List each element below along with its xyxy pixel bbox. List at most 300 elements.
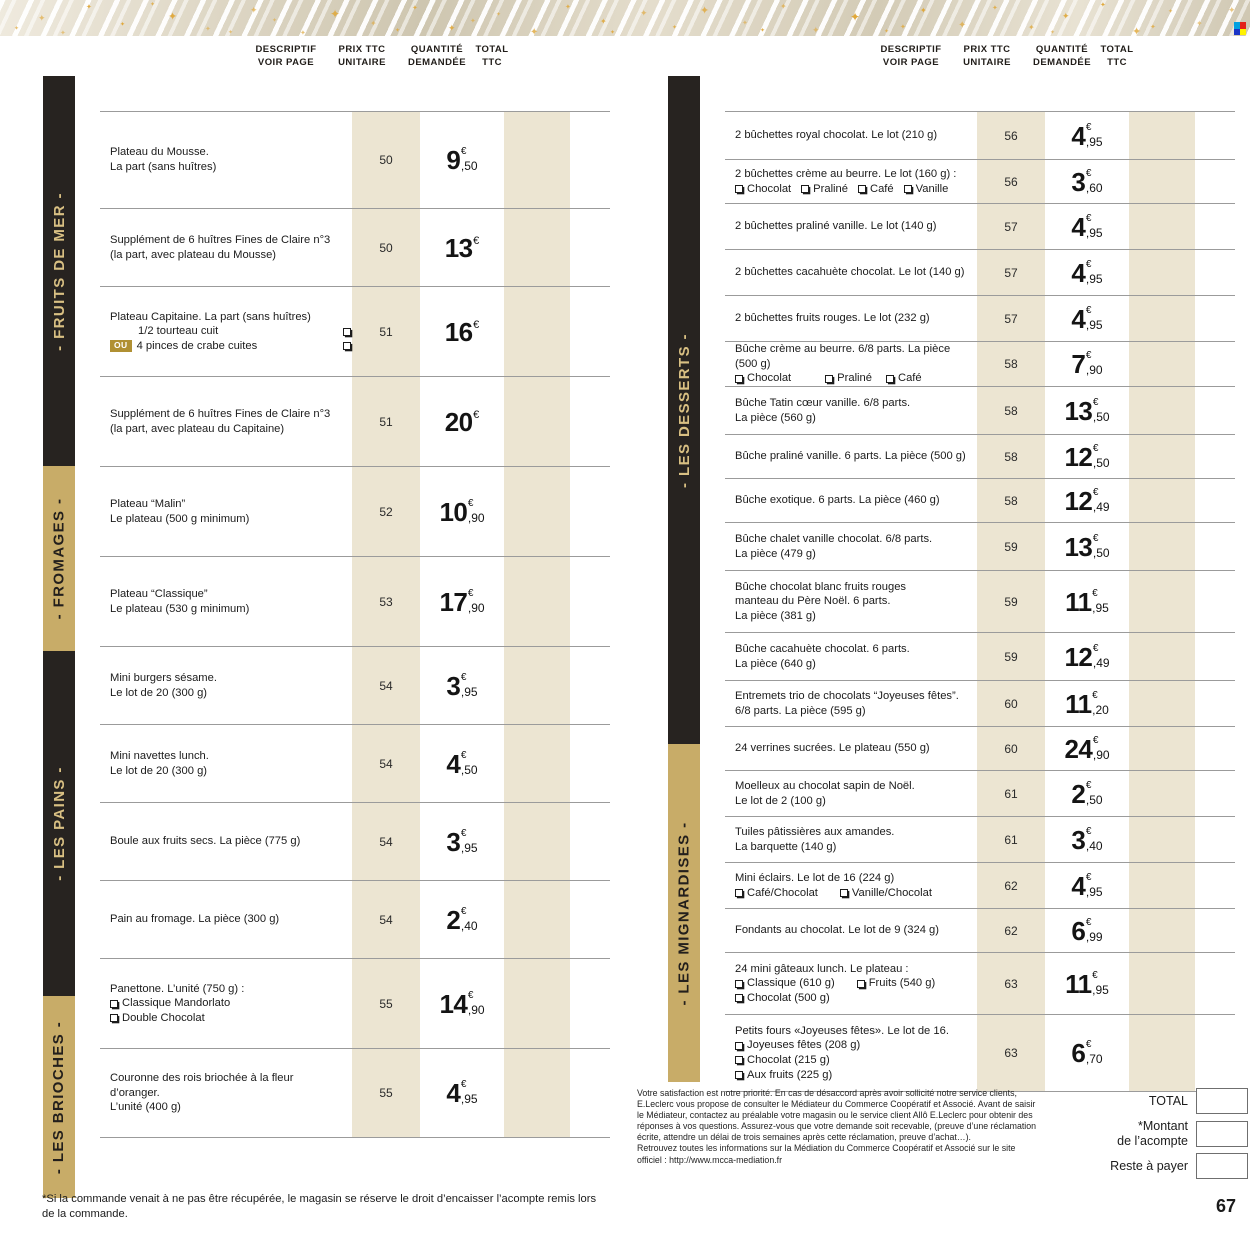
unit-price-cell <box>420 725 504 802</box>
euro-icon: € <box>467 989 474 1001</box>
quantity-input-cell[interactable] <box>504 1049 570 1137</box>
price-integer: 2 <box>446 904 461 935</box>
description-line: Plateau “Malin” <box>110 497 186 510</box>
description-line: Le lot de 20 (300 g) <box>110 686 208 699</box>
sparkle-icon: ✦ <box>700 5 710 17</box>
total-input-cell[interactable] <box>570 112 610 208</box>
quantity-input-cell[interactable] <box>504 647 570 724</box>
total-input-cell[interactable] <box>1195 296 1235 341</box>
table-row <box>725 908 1235 952</box>
total-input-cell[interactable] <box>570 1049 610 1137</box>
description-line: La pièce (479 g) <box>735 547 816 560</box>
checkbox-option[interactable] <box>857 976 936 991</box>
quantity-input-cell[interactable] <box>1129 160 1195 203</box>
price-value <box>439 496 485 527</box>
description-line: La pièce (640 g) <box>735 657 816 670</box>
product-description <box>110 112 345 208</box>
price-decimals: ,90 <box>1085 363 1103 377</box>
price-decimals: ,95 <box>1092 982 1109 997</box>
description-line: Le lot de 20 (300 g) <box>110 764 208 777</box>
description-line: manteau du Père Noël. 6 parts. <box>735 595 891 608</box>
product-description <box>735 909 970 952</box>
page-reference: 60 <box>1004 741 1018 756</box>
table-row <box>725 478 1235 522</box>
total-input-cell[interactable] <box>1195 342 1235 386</box>
total-input-cell[interactable] <box>570 557 610 646</box>
sparkle-icon: ✦ <box>1132 26 1142 36</box>
page-reference: 61 <box>1004 786 1018 801</box>
unit-price-cell <box>1045 204 1129 249</box>
sparkle-icon: ✦ <box>920 6 927 15</box>
checkbox[interactable] <box>735 185 743 193</box>
description-line: Plateau “Classique” <box>110 587 208 600</box>
quantity-input-cell[interactable] <box>1129 681 1195 726</box>
description-line: Fondants au chocolat. Le lot de 9 (324 g) <box>735 924 939 937</box>
option-label: Chocolat <box>747 372 792 385</box>
sparkle-icon: ✦ <box>992 5 998 12</box>
price-value <box>1071 778 1103 809</box>
euro-icon: € <box>473 408 480 421</box>
price-integer: 12 <box>1064 441 1093 472</box>
quantity-input-cell[interactable] <box>504 209 570 286</box>
checkbox-option[interactable] <box>840 886 932 901</box>
checkbox-option[interactable] <box>735 1068 832 1083</box>
price-value <box>1071 120 1103 151</box>
unit-price-cell <box>420 557 504 646</box>
total-input-cell[interactable] <box>1195 953 1235 1014</box>
total-input-cell[interactable] <box>1195 479 1235 522</box>
price-value <box>1071 1040 1102 1066</box>
price-decimals: ,95 <box>1085 884 1103 899</box>
description-line: Bûche Tatin cœur vanille. 6/8 parts. <box>735 396 911 409</box>
price-integer: 12 <box>1064 485 1093 516</box>
checkbox-option[interactable] <box>904 182 949 197</box>
sparkle-icon: ✦ <box>530 27 539 36</box>
quantity-input-cell[interactable] <box>504 881 570 958</box>
product-description <box>735 204 970 249</box>
price-decimals: ,49 <box>1092 655 1110 670</box>
page-reference: 57 <box>1004 265 1018 280</box>
checkbox-option[interactable] <box>858 182 894 197</box>
quantity-input-cell[interactable] <box>1129 112 1195 159</box>
price-decimals: ,95 <box>460 1092 478 1106</box>
price-value <box>1071 915 1103 946</box>
description-line: La barquette (140 g) <box>735 840 837 853</box>
unit-price-cell <box>420 287 504 376</box>
unit-price-cell <box>420 377 504 466</box>
price-value <box>439 988 485 1019</box>
price-integer: 4 <box>1071 870 1086 901</box>
total-input-cell[interactable] <box>570 467 610 556</box>
total-input-cell[interactable] <box>570 803 610 880</box>
price-decimals: ,50 <box>1085 792 1103 807</box>
price-decimals: ,50 <box>460 159 478 173</box>
header-total: TOTAL TTC <box>475 44 509 68</box>
checkbox-option[interactable] <box>825 371 872 386</box>
option-row <box>735 991 970 1006</box>
sparkle-icon: ✦ <box>760 28 766 34</box>
quantity-input-cell[interactable] <box>504 112 570 208</box>
quantity-input-cell[interactable] <box>504 377 570 466</box>
total-input-cell[interactable] <box>570 287 610 376</box>
checkbox[interactable] <box>735 1042 743 1050</box>
price-decimals: ,95 <box>460 840 478 855</box>
total-input-cell[interactable] <box>1195 250 1235 295</box>
checkbox-option[interactable] <box>886 371 922 386</box>
product-description <box>735 863 970 908</box>
table-row <box>100 466 610 556</box>
quantity-input-cell[interactable] <box>1129 571 1195 632</box>
price-integer: 4 <box>1071 303 1086 334</box>
euro-icon: € <box>1085 167 1092 179</box>
table-row <box>725 249 1235 295</box>
sparkle-icon: ✦ <box>1100 2 1106 9</box>
euro-icon: € <box>1085 212 1092 224</box>
product-description <box>110 959 345 1048</box>
quantity-input-cell[interactable] <box>1129 523 1195 570</box>
checkbox[interactable] <box>857 980 865 988</box>
price-value <box>1065 586 1109 617</box>
table-row <box>100 556 610 646</box>
price-integer: 13 <box>444 232 473 263</box>
table-row <box>725 386 1235 434</box>
header-quantite: QUANTITÉ DEMANDÉE <box>1033 44 1091 68</box>
total-input-cell[interactable] <box>1195 387 1235 434</box>
total-input-cell[interactable] <box>570 881 610 958</box>
checkbox[interactable] <box>735 1071 743 1079</box>
quantity-input-cell[interactable] <box>1129 296 1195 341</box>
page-reference: 59 <box>1004 539 1018 554</box>
product-description <box>735 771 970 816</box>
price-integer: 9 <box>446 145 461 175</box>
unit-price-cell <box>1045 435 1129 478</box>
description-line: (la part, avec plateau du Mousse) <box>110 248 277 261</box>
price-integer: 6 <box>1071 1038 1086 1068</box>
price-value <box>1071 303 1103 334</box>
product-description <box>735 296 970 341</box>
quantity-input-cell[interactable] <box>504 959 570 1048</box>
price-integer: 4 <box>1071 211 1086 242</box>
description-line: Moelleux au chocolat sapin de Noël. <box>735 779 915 792</box>
table-row <box>725 632 1235 680</box>
checkbox-option[interactable] <box>801 182 848 197</box>
total-input-cell[interactable] <box>570 959 610 1048</box>
option-label: Chocolat <box>747 182 792 195</box>
ou-badge: OU <box>110 340 132 352</box>
price-value <box>446 826 478 857</box>
checkbox[interactable] <box>858 185 866 193</box>
euro-icon: € <box>460 749 467 761</box>
quantity-input-cell[interactable] <box>1129 953 1195 1014</box>
page-number: 67 <box>1215 1196 1236 1216</box>
checkbox[interactable] <box>886 375 894 383</box>
price-value <box>1064 485 1110 516</box>
quantity-input-cell[interactable] <box>1129 863 1195 908</box>
unit-price-cell <box>1045 727 1129 770</box>
page-reference: 63 <box>1004 976 1018 991</box>
total-input-cell[interactable] <box>1195 909 1235 952</box>
price-integer: 14 <box>439 988 468 1019</box>
description-line: Le lot de 2 (100 g) <box>735 794 826 807</box>
checkbox[interactable] <box>343 328 351 336</box>
total-input-cell[interactable] <box>1195 633 1235 680</box>
checkbox[interactable] <box>840 889 848 897</box>
unit-price-cell <box>1045 160 1129 203</box>
sparkle-icon: ✦ <box>60 30 66 36</box>
option-label: Vanille/Chocolat <box>851 886 932 899</box>
sparkle-icon: ✦ <box>565 4 571 11</box>
quantity-input-cell[interactable] <box>1129 435 1195 478</box>
price-integer: 3 <box>1071 166 1086 197</box>
checkbox-option[interactable] <box>735 991 830 1006</box>
sparkle-icon: ✦ <box>1196 19 1203 28</box>
price-value <box>1071 166 1103 197</box>
page-reference: 59 <box>1004 594 1018 609</box>
left-column-headers <box>0 44 625 76</box>
total-input-box[interactable] <box>1196 1088 1248 1114</box>
total-input-cell[interactable] <box>570 725 610 802</box>
page-reference: 58 <box>1004 357 1018 371</box>
checkbox[interactable] <box>343 342 351 350</box>
description-line: La pièce (560 g) <box>735 411 816 424</box>
page-reference: 52 <box>379 504 393 519</box>
product-description <box>735 953 970 1014</box>
quantity-input-cell[interactable] <box>1129 204 1195 249</box>
quantity-input-cell[interactable] <box>504 467 570 556</box>
table-row <box>725 522 1235 570</box>
product-description <box>110 725 345 802</box>
product-description <box>110 467 345 556</box>
unit-price-cell <box>420 112 504 208</box>
price-value <box>439 586 485 617</box>
quantity-input-cell[interactable] <box>1129 633 1195 680</box>
price-integer: 20 <box>444 406 473 437</box>
checkbox[interactable] <box>735 980 743 988</box>
euro-icon: € <box>1085 871 1092 883</box>
price-integer: 4 <box>1071 120 1086 151</box>
description-line: L’unité (400 g) <box>110 1101 181 1114</box>
section-tab-les-pains: - LES PAINS - <box>43 651 75 996</box>
euro-icon: € <box>1092 734 1099 746</box>
price-integer: 11 <box>1065 968 1092 999</box>
quantity-input-cell[interactable] <box>1129 250 1195 295</box>
table-row <box>725 295 1235 341</box>
checkbox[interactable] <box>110 1000 118 1008</box>
product-description <box>735 571 970 632</box>
table-row <box>100 111 610 208</box>
quantity-input-cell[interactable] <box>1129 342 1195 386</box>
checkbox[interactable] <box>110 1014 118 1022</box>
unit-price-cell <box>1045 953 1129 1014</box>
quantity-input-cell[interactable] <box>1129 387 1195 434</box>
total-input-cell[interactable] <box>1195 817 1235 862</box>
euro-icon: € <box>460 146 467 157</box>
sparkle-icon: ✦ <box>150 2 156 8</box>
total-input-cell[interactable] <box>570 209 610 286</box>
sparkle-icon: ✦ <box>272 18 278 24</box>
description-line: 6/8 parts. La pièce (595 g) <box>735 704 866 717</box>
quantity-input-cell[interactable] <box>504 803 570 880</box>
checkbox[interactable] <box>735 889 743 897</box>
table-row <box>725 816 1235 862</box>
euro-icon: € <box>1092 689 1098 701</box>
total-input-cell[interactable] <box>1195 435 1235 478</box>
product-description <box>110 209 345 286</box>
price-decimals: ,50 <box>1092 409 1110 424</box>
quantity-input-cell[interactable] <box>1129 479 1195 522</box>
total-input-cell[interactable] <box>570 377 610 466</box>
page-reference: 54 <box>379 834 393 849</box>
description-line: Boule aux fruits secs. La pièce (775 g) <box>110 835 301 848</box>
euro-icon: € <box>1092 486 1099 498</box>
product-description <box>110 557 345 646</box>
header-prix: PRIX TTC UNITAIRE <box>338 44 386 68</box>
quantity-input-cell[interactable] <box>1129 771 1195 816</box>
price-decimals: ,95 <box>1085 317 1103 332</box>
euro-icon: € <box>1085 350 1092 361</box>
unit-price-cell <box>1045 817 1129 862</box>
description-line: Pain au fromage. La pièce (300 g) <box>110 913 280 926</box>
unit-price-cell <box>1045 633 1129 680</box>
option-label: 1/2 tourteau cuit <box>138 325 219 338</box>
description-line: Couronne des rois briochée à la fleur d’oranger. <box>110 1072 294 1099</box>
unit-price-cell <box>1045 112 1129 159</box>
option-row <box>735 976 970 991</box>
price-integer: 12 <box>1064 641 1093 672</box>
quantity-input-cell[interactable] <box>504 725 570 802</box>
product-description <box>735 479 970 522</box>
table-row <box>725 203 1235 249</box>
price-integer: 13 <box>1064 531 1093 562</box>
quantity-input-cell[interactable] <box>1129 909 1195 952</box>
euro-icon: € <box>1085 1039 1092 1050</box>
total-input-cell[interactable] <box>1195 771 1235 816</box>
page-reference: 55 <box>379 996 393 1011</box>
sparkle-icon: ✦ <box>205 26 211 33</box>
section-tab-les-brioches: - LES BRIOCHES - <box>43 996 75 1198</box>
table-row <box>100 208 610 286</box>
option-label: Chocolat (215 g) <box>747 1054 830 1066</box>
total-input-cell[interactable] <box>1195 1015 1235 1091</box>
quantity-input-cell[interactable] <box>504 287 570 376</box>
checkbox[interactable] <box>735 1056 743 1064</box>
checkbox-option[interactable] <box>735 976 835 991</box>
sparkle-icon: ✦ <box>168 11 178 23</box>
total-row <box>1050 1153 1248 1179</box>
product-description <box>110 881 345 958</box>
total-input-cell[interactable] <box>1195 863 1235 908</box>
checkbox-option[interactable] <box>735 1038 860 1053</box>
option-label: Classique (610 g) <box>747 977 835 990</box>
checkbox[interactable] <box>735 994 743 1002</box>
sparkle-icon: ✦ <box>300 30 306 36</box>
product-description <box>735 727 970 770</box>
sparkle-icon: ✦ <box>14 26 20 32</box>
description-line: Bûche chocolat blanc fruits rouges <box>735 580 907 593</box>
price-decimals: ,95 <box>1092 600 1109 615</box>
product-description <box>110 1049 345 1137</box>
checkbox[interactable] <box>825 375 833 383</box>
option-label: Double Chocolat <box>122 1011 205 1024</box>
option-row <box>735 1068 970 1083</box>
unit-price-cell <box>1045 1015 1129 1091</box>
sparkle-icon: ✦ <box>742 20 748 27</box>
unit-price-cell <box>1045 387 1129 434</box>
sparkle-icon: ✦ <box>470 18 476 25</box>
unit-price-cell <box>1045 863 1129 908</box>
euro-icon: € <box>1085 258 1092 270</box>
product-description <box>110 803 345 880</box>
product-description <box>110 287 345 376</box>
page-reference: 51 <box>379 414 393 429</box>
option-label: Café/Chocolat <box>747 886 818 899</box>
checkbox[interactable] <box>735 375 743 383</box>
total-input-cell[interactable] <box>1195 681 1235 726</box>
sparkle-icon: ✦ <box>496 12 502 18</box>
sparkle-icon: ✦ <box>395 28 401 34</box>
total-input-cell[interactable] <box>570 647 610 724</box>
total-input-box[interactable] <box>1196 1121 1248 1147</box>
unit-price-cell <box>1045 523 1129 570</box>
total-input-cell[interactable] <box>1195 727 1235 770</box>
checkbox[interactable] <box>801 185 809 193</box>
checkbox-option[interactable] <box>110 996 230 1011</box>
total-input-cell[interactable] <box>1195 571 1235 632</box>
checkbox[interactable] <box>904 185 912 193</box>
table-row <box>725 570 1235 632</box>
page-reference: 54 <box>379 756 393 771</box>
option-label: Vanille <box>915 182 949 195</box>
quantity-input-cell[interactable] <box>504 557 570 646</box>
price-value <box>1064 395 1110 426</box>
euro-icon: € <box>1085 779 1092 791</box>
header-prix: PRIX TTC UNITAIRE <box>963 44 1011 68</box>
total-input-cell[interactable] <box>1195 523 1235 570</box>
table-row <box>725 726 1235 770</box>
option-label: Praliné <box>837 372 872 385</box>
price-value <box>1071 211 1103 242</box>
option-row <box>110 339 345 354</box>
total-input-box[interactable] <box>1196 1153 1248 1179</box>
checkbox-option[interactable] <box>735 886 818 901</box>
right-column-headers <box>625 44 1250 76</box>
price-integer: 16 <box>444 316 473 347</box>
total-input-cell[interactable] <box>1195 204 1235 249</box>
quantity-input-cell[interactable] <box>1129 727 1195 770</box>
quantity-input-cell[interactable] <box>1129 817 1195 862</box>
total-input-cell[interactable] <box>1195 160 1235 203</box>
checkbox-option[interactable] <box>735 1053 830 1068</box>
price-decimals: ,50 <box>1092 455 1110 470</box>
price-integer: 3 <box>1071 824 1086 855</box>
checkbox-option[interactable] <box>735 371 791 386</box>
description-line: Mini éclairs. Le lot de 16 (224 g) <box>735 871 895 884</box>
total-input-cell[interactable] <box>1195 112 1235 159</box>
checkbox-option[interactable] <box>735 182 791 197</box>
checkbox-option[interactable] <box>110 1011 205 1026</box>
unit-price-cell <box>1045 479 1129 522</box>
right-product-table <box>725 111 1235 1092</box>
option-label: Aux fruits (225 g) <box>747 1068 833 1081</box>
page-reference: 62 <box>1004 923 1018 938</box>
euro-icon: € <box>1092 642 1099 654</box>
quantity-input-cell[interactable] <box>1129 1015 1195 1091</box>
option-label: 4 pinces de crabe cuites <box>136 339 258 352</box>
table-row <box>725 770 1235 816</box>
price-value <box>446 904 478 935</box>
unit-price-cell <box>420 647 504 724</box>
page-reference: 61 <box>1004 832 1018 847</box>
